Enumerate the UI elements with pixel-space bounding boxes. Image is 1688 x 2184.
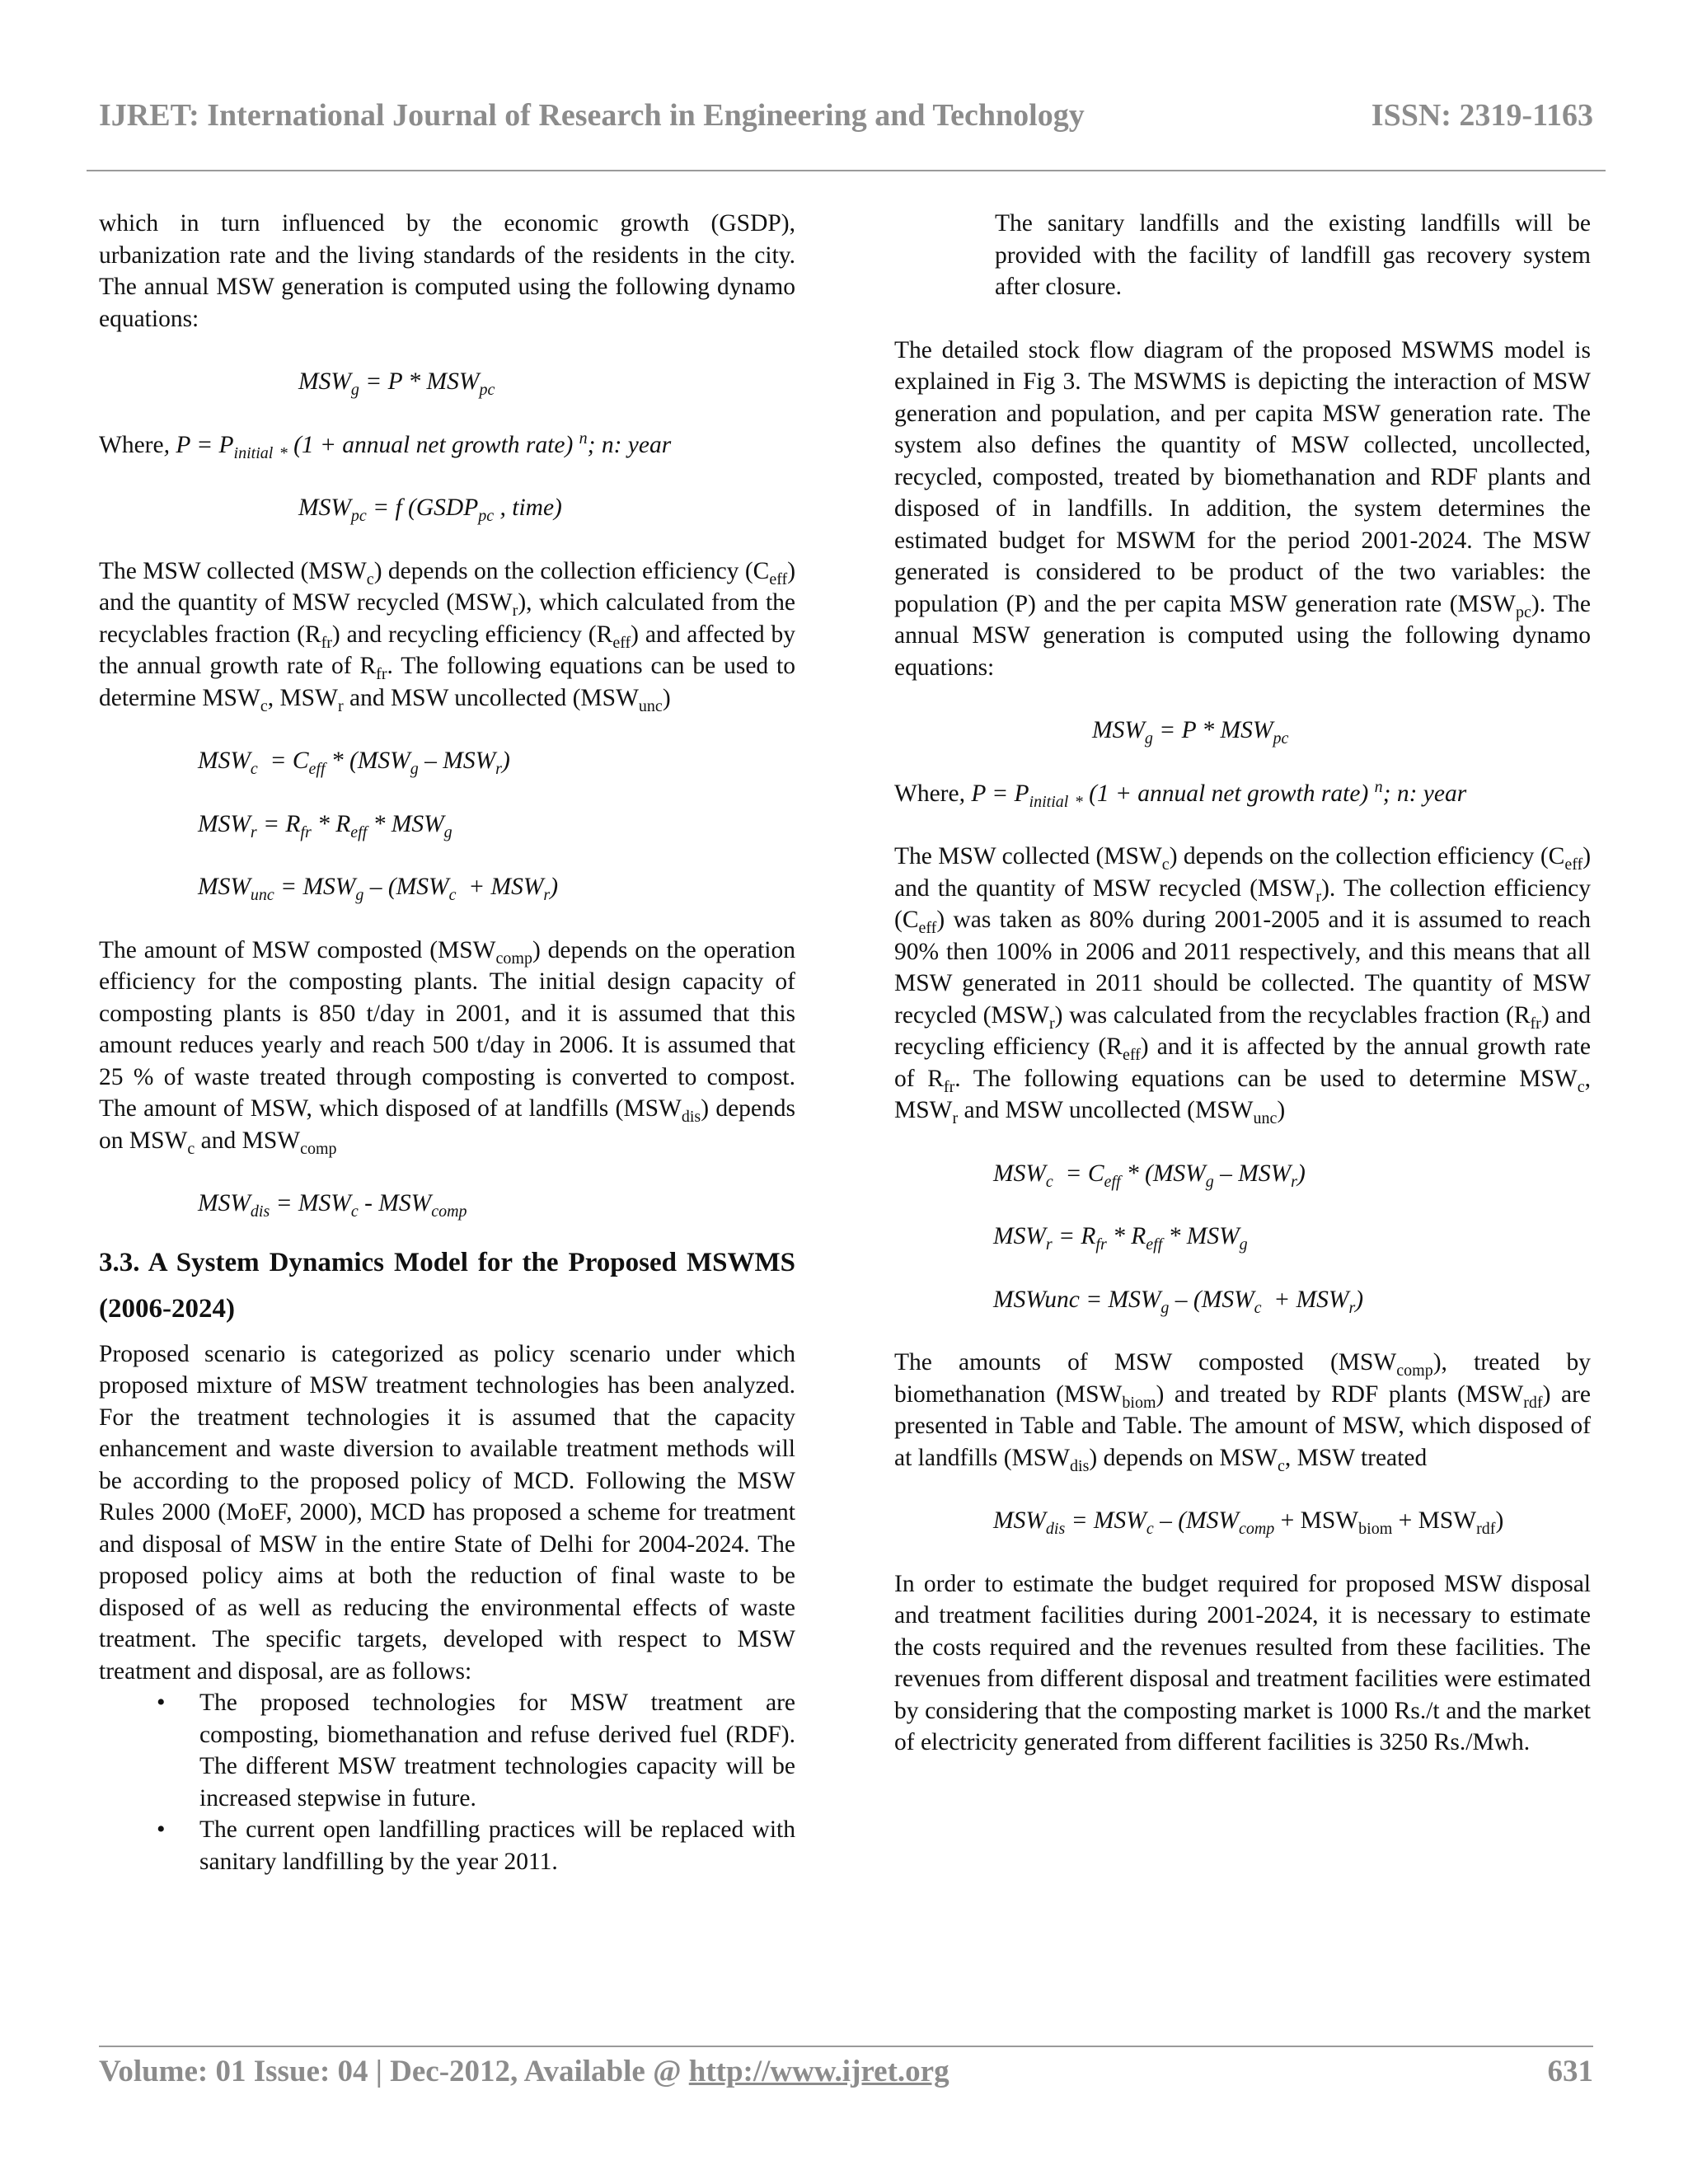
equation-msw-uncollected: $MSW_{unc} = MSW_g - (MSW_c + MSW_r)$	[198, 874, 559, 904]
equation-msw-collected-2: $MSW_c = C_{eff} * (MSW_g - MSW_r)$	[993, 1160, 1306, 1191]
header-rule	[87, 170, 1606, 171]
journal-link[interactable]: http://www.ijret.org	[688, 2055, 950, 2088]
left-paragraph-1: which in turn influenced by the economic growth (GSDP), urbanization rate and the living standards of the residents in the city. The annual MSW generation is computed using the following dynamo equations:	[99, 210, 795, 332]
issn: ISSN: 2319-1163	[1371, 98, 1593, 133]
left-paragraph-4: Proposed scenario is categorized as policy scenario under which proposed mixture of MSW treatment technologies has been analyzed. For the treatment technologies it is assumed that the capacity enhancement and waste diversion to available treatment methods will be according to the proposed policy of MCD. Following the MSW Rules 2000 (MoEF, 2000), MCD has proposed a scheme for treatment and disposal of MSW in the entire State of Delhi for 2004-2024. The proposed policy aims at both the reduction of final waste to be disposed of as well as reducing the environmental effects of waste treatment. The specific targets, developed with respect to MSW treatment and disposal, are as follows:	[99, 1340, 795, 1685]
left-paragraph-2: The MSW collected $(MSW_c)$ depends on the collection efficiency $(C_{eff})$ and the quantity of MSW recycled $(MSW_r)$, which calculated from the recyclables fraction $(R_{fr})$ and recycling efficiency $(R_{eff})$ and affected by the annual growth rate of $R_{fr}$. The following equations can be used to determine $MSW_c$, $MSW_r$ and MSW uncollected $(MSW_{unc})$	[99, 557, 796, 715]
equation-msw-collected: $MSW_c = C_{eff} * (MSW_g - MSW_r)$	[198, 748, 510, 778]
right-paragraph-2: The MSW collected $(MSW_c)$ depends on the collection efficiency $(C_{eff})$ and the quantity of MSW recycled $(MSW_r)$. The collection efficiency $(C_{eff})$ was taken as 80% during 2001-2005 and it is assumed to reach 90% then 100% in 2006 and 2011 respectively, and this means that all MSW generated in 2011 should be collected. The quantity of MSW recycled $(MSW_r)$ was calculated from the recyclables fraction $(R_{fr})$ and recycling efficiency $(R_{eff})$ and it is affected by the annual growth rate of $R_{fr}$. The following equations can be used to determine $MSW_c$, $MSW_r$ and MSW uncollected $(MSW_{unc})$	[894, 843, 1592, 1127]
equation-population-2: Where, $P = P_{initial}$ $_*$ (1 + annual net growth rate) $^n$; n: year	[894, 777, 1467, 811]
equation-msw-disposed: $MSW_{dis} = MSW_c - MSW_{comp}$	[198, 1190, 467, 1221]
equation-msw-recycled: $MSW_r = R_{fr} * R_{eff} * MSW_g$	[198, 810, 452, 841]
right-paragraph-4: In order to estimate the budget required for proposed MSW disposal and treatment facilities during 2001-2024, it is necessary to estimate the costs required and the revenues resulted from these facilities. The revenues from different disposal and treatment facilities were estimated by considering that the composting market is 1000 Rs./t and the market of electricity generated from different facilities is 3250 Rs./Mwh.	[894, 1570, 1591, 1755]
equation-per-capita: $MSW_{pc} = f$ ($GSDP_{pc}$ , time)	[298, 494, 562, 525]
equation-msw-generation: $MSW_g = P * MSW_{pc}$	[298, 368, 495, 399]
equation-msw-recycled-2: $MSW_r = R_{fr} * R_{eff} * MSW_g$	[993, 1223, 1248, 1254]
right-paragraph-1: The detailed stock flow diagram of the proposed MSWMS model is explained in Fig 3. The MSWMS is depicting the interaction of MSW generation and population, and per capita MSW generation rate. The system also defines the quantity of MSW collected, uncollected, recycled, composted, treated by biomethanation and RDF plants and disposed of in landfills. In addition, the system determines the estimated budget for MSWM for the period 2001-2024. The MSW generated is considered to be product of the two variables: the population (P) and the per capita MSW generation rate $(MSW_{pc})$. The annual MSW generation is computed using the following dynamo equations:	[894, 336, 1592, 681]
footer-rule	[99, 2046, 1593, 2047]
list-item: • The proposed technologies for MSW treatment are composting, biomethanation and refuse derived fuel (RDF). The different MSW treatment technologies capacity will be increased stepwise in future.	[99, 1687, 795, 1814]
list-item-continuation: The sanitary landfills and the existing landfills will be provided with the facility of landfill gas recovery system after closure.	[995, 210, 1591, 300]
equation-population: Where, $P = P_{initial}$ $_*$ (1 + annual net growth rate) $^n$; n: year	[99, 429, 672, 462]
equation-msw-generation-2: $MSW_g = P * MSW_{pc}$	[1092, 717, 1289, 748]
targets-list	[99, 1687, 795, 1877]
equation-msw-uncollected-2: MSWunc = $MSW_g - (MSW_c + MSW_r)$	[993, 1286, 1364, 1317]
right-column	[894, 208, 1591, 1759]
journal-title: IJRET: International Journal of Research in Engineering and Technology	[99, 98, 1085, 133]
equation-msw-disposed-2: $MSW_{dis} = MSW_c - (MSW_{comp} + MSW_{biom} + MSW_{rdf})$	[993, 1507, 1504, 1538]
section-heading-3-3: 3.3. A System Dynamics Model for the Proposed MSWMS (2006-2024)	[99, 1247, 795, 1324]
running-header	[99, 97, 1593, 134]
left-paragraph-3: The amount of MSW composted $(MSW_{comp})$ depends on the operation efficiency for the composting plants. The initial design capacity of composting plants is 850 t/day in 2001, and it is assumed that this amount reduces yearly and reach 500 t/day in 2006. It is assumed that 25 % of waste treated through composting is converted to compost. The amount of MSW, which disposed of at landfills $(MSW_{dis})$ depends on $MSW_c$ and $MSW_{comp}$	[99, 936, 796, 1158]
list-item: • The current open landfilling practices will be replaced with sanitary landfilling by the year 2011.	[99, 1814, 795, 1877]
page-number: 631	[1547, 2055, 1593, 2088]
footer-volume: Volume: 01 Issue: 04 | Dec-2012, Available @ http://www.ijret.org	[99, 2055, 950, 2088]
left-column	[99, 208, 795, 1877]
running-footer	[99, 2054, 1593, 2089]
right-paragraph-3: The amounts of MSW composted $(MSW_{comp})$, treated by biomethanation $(MSW_{biom})$ and treated by RDF plants $(MSW_{rdf})$ are presented in Table and Table. The amount of MSW, which disposed of at landfills $(MSW_{dis})$ depends on $MSW_c$, MSW treated	[894, 1349, 1591, 1475]
